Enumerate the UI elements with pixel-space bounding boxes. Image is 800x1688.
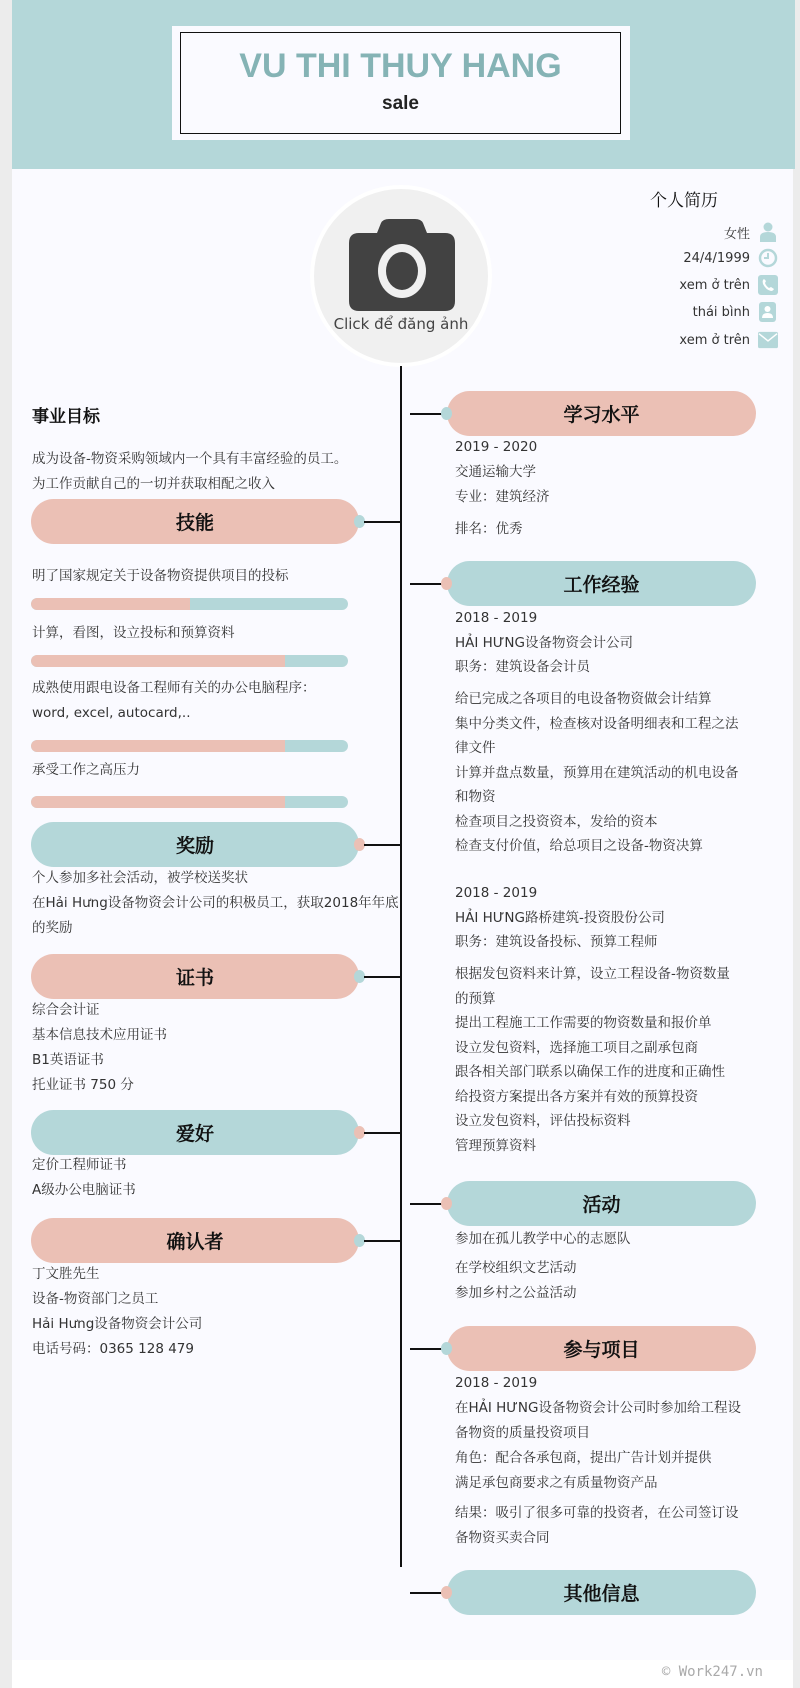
references-text	[32, 1262, 202, 1362]
skill-level-bar	[31, 598, 348, 610]
project-description	[455, 1396, 741, 1445]
certificates-text	[32, 998, 167, 1098]
text-line: 给投资方案提出各方案并有效的预算投资	[455, 1088, 698, 1105]
objective-title: 事业目标	[32, 407, 100, 427]
other-info-header-connector	[410, 1592, 444, 1594]
skill-level-bar	[31, 796, 348, 808]
hobbies-header[interactable]: 爱好	[31, 1110, 359, 1155]
hobbies-header-connector	[364, 1132, 401, 1134]
text-line: 专业：建筑经济	[455, 489, 550, 505]
personal-info-row	[679, 329, 778, 351]
text-line: 在Hải Hưng设备物资会计公司的积极员工，获取2018年年底	[32, 895, 399, 911]
education-header-dot	[441, 407, 452, 420]
text-line: 计算，看图，设立投标和预算资料	[32, 625, 235, 641]
skill-label	[32, 758, 140, 783]
text-line: 综合会计证	[32, 1002, 100, 1018]
job-description	[455, 687, 739, 859]
personal-info-row	[724, 221, 778, 243]
awards-text	[32, 866, 399, 941]
experience-header-connector	[410, 583, 444, 585]
text-line: 个人参加多社会活动，被学校送奖状	[32, 870, 248, 886]
other-info-header[interactable]: 其他信息	[447, 1570, 756, 1615]
job-header	[455, 881, 665, 955]
education-header-connector	[410, 413, 444, 415]
references-header-connector	[364, 1240, 401, 1242]
text-line: 结果：吸引了很多可靠的投资者，在公司签订设	[455, 1505, 739, 1521]
text-line: 备物资的质量投资项目	[455, 1424, 590, 1441]
personal-info-text: 女性	[723, 226, 750, 242]
text-line: 基本信息技术应用证书	[32, 1027, 167, 1043]
text-line: 的奖励	[32, 920, 73, 936]
text-line: 2018 - 2019	[455, 885, 538, 901]
footer	[12, 1660, 793, 1688]
text-line: 根据发包资料来计算，设立工程设备-物资数量	[455, 966, 730, 982]
text-line: 职务：建筑设备会计员	[455, 659, 590, 675]
skill-label	[32, 676, 316, 726]
skill-level-fill	[31, 796, 285, 808]
text-line: A级办公电脑证书	[32, 1182, 136, 1198]
text-line: 托业证书 750 分	[32, 1077, 134, 1093]
text-line: 交通运输大学	[455, 464, 536, 480]
text-line: 2019 - 2020	[455, 439, 538, 455]
activities-header-connector	[410, 1203, 444, 1205]
projects-header-connector	[410, 1348, 444, 1350]
references-header[interactable]: 确认者	[31, 1218, 359, 1263]
skill-level-bar	[31, 740, 348, 752]
hobbies-text	[32, 1153, 136, 1203]
skills-header-connector	[364, 521, 401, 523]
job-description	[455, 962, 730, 1158]
personal-info-text: xem ở trên	[679, 277, 750, 293]
text-line: 角色：配合各承包商，提出广告计划并提供	[455, 1450, 712, 1466]
text-line: 2018 - 2019	[455, 610, 538, 626]
text-line: 提出工程施工工作需要的物资数量和报价单	[455, 1015, 712, 1031]
text-line: HẢI HƯNG路桥建筑-投资股份公司	[455, 909, 665, 926]
personal-info-text: thái bình	[692, 304, 750, 320]
text-line: 检查项目之投资资本，发给的资本	[455, 813, 658, 830]
project-role	[455, 1446, 712, 1495]
text-line: 在学校组织文艺活动	[455, 1260, 577, 1276]
text-line: word, excel, autocard,..	[32, 705, 191, 721]
text-line: 成熟使用跟电设备工程师有关的办公电脑程序：	[32, 680, 316, 696]
skill-level-fill	[31, 740, 285, 752]
project-result	[455, 1501, 739, 1550]
activity-item: 参加在孤儿教学中心的志愿队	[455, 1231, 631, 1247]
text-line: 电话号码：0365 128 479	[32, 1341, 194, 1357]
experience-header[interactable]: 工作经验	[447, 561, 756, 606]
text-line: 备物资买卖合同	[455, 1529, 550, 1546]
education-text	[455, 435, 550, 510]
text-line: 的预算	[455, 990, 496, 1007]
text-line: 设备-物资部门之员工	[32, 1291, 159, 1307]
address-book-icon	[758, 302, 778, 322]
personal-info-row	[683, 247, 778, 269]
skill-level-fill	[31, 655, 285, 667]
activities-header[interactable]: 活动	[447, 1181, 756, 1226]
projects-header-dot	[441, 1342, 452, 1355]
text-line: 跟各相关部门联系以确保工作的进度和正确性	[455, 1064, 725, 1080]
skill-label	[32, 621, 235, 646]
text-line: B1英语证书	[32, 1052, 104, 1068]
objective-text	[32, 447, 347, 497]
text-line: 律文件	[455, 740, 496, 756]
photo-upload-label: Click để đăng ảnh	[333, 315, 469, 333]
text-line: 设立发包资料，评估投标资料	[455, 1113, 631, 1129]
text-line: 丁文胜先生	[32, 1266, 100, 1282]
text-line: 设立发包资料，选择施工项目之副承包商	[455, 1039, 698, 1056]
activities-text	[455, 1256, 577, 1305]
skill-level-fill	[31, 598, 190, 610]
certificates-header[interactable]: 证书	[31, 954, 359, 999]
candidate-name[interactable]: VU THI THUY HANG	[239, 47, 562, 85]
text-line: 集中分类文件，检查核对设备明细表和工程之法	[455, 715, 739, 732]
skills-header[interactable]: 技能	[31, 499, 359, 544]
job-header	[455, 606, 633, 680]
job-title[interactable]: sale	[382, 93, 419, 114]
other-info-header-dot	[441, 1586, 452, 1599]
camera-icon	[349, 219, 455, 311]
text-line: 满足承包商要求之有质量物资产品	[455, 1474, 658, 1491]
awards-header[interactable]: 奖励	[31, 822, 359, 867]
text-line: 计算并盘点数量，预算用在建筑活动的机电设备	[455, 764, 739, 781]
skill-level-bar	[31, 655, 348, 667]
envelope-icon	[758, 330, 778, 350]
text-line: 职务：建筑设备投标、预算工程师	[455, 934, 658, 950]
text-line: 承受工作之高压力	[32, 762, 140, 778]
timeline-line	[400, 366, 402, 1567]
project-period: 2018 - 2019	[455, 1375, 538, 1391]
text-line: Hải Hưng设备物资会计公司	[32, 1316, 203, 1332]
education-rank: 排名：优秀	[455, 521, 523, 537]
text-line: 和物资	[455, 789, 496, 805]
text-line: 明了国家规定关于设备物资提供项目的投标	[32, 568, 289, 584]
activities-header-dot	[441, 1197, 452, 1210]
photo-upload[interactable]	[310, 185, 492, 367]
text-line: 检查支付价值，给总项目之设备-物资决算	[455, 838, 703, 854]
certificates-header-connector	[364, 976, 401, 978]
personal-info-row	[693, 301, 778, 323]
name-card	[172, 26, 630, 140]
phone-icon	[758, 275, 778, 295]
personal-info-title: 个人简历	[650, 191, 718, 211]
personal-info-text: xem ở trên	[679, 332, 750, 348]
experience-header-dot	[441, 577, 452, 590]
awards-header-connector	[364, 844, 401, 846]
text-line: 管理预算资料	[455, 1137, 536, 1154]
education-header[interactable]: 学习水平	[447, 391, 756, 436]
text-line: 给已完成之各项目的电设备物资做会计结算	[455, 691, 712, 707]
personal-info-text: 24/4/1999	[683, 250, 750, 266]
text-line: 定价工程师证书	[32, 1157, 127, 1173]
skill-label	[32, 564, 289, 589]
text-line: 为工作贡献自己的一切并获取相配之收入	[32, 476, 275, 492]
person-icon	[758, 222, 778, 242]
clock-icon	[758, 248, 778, 268]
text-line: 在HẢI HƯNG设备物资会计公司时参加给工程设	[455, 1400, 741, 1416]
projects-header[interactable]: 参与项目	[447, 1326, 756, 1371]
copyright: © Work247.vn	[661, 1664, 763, 1680]
personal-info-row	[679, 274, 778, 296]
text-line: HẢI HƯNG设备物资会计公司	[455, 634, 633, 651]
text-line: 参加乡村之公益活动	[455, 1284, 577, 1301]
name-frame	[180, 32, 621, 134]
text-line: 成为设备-物资采购领域内一个具有丰富经验的员工。	[32, 451, 348, 467]
